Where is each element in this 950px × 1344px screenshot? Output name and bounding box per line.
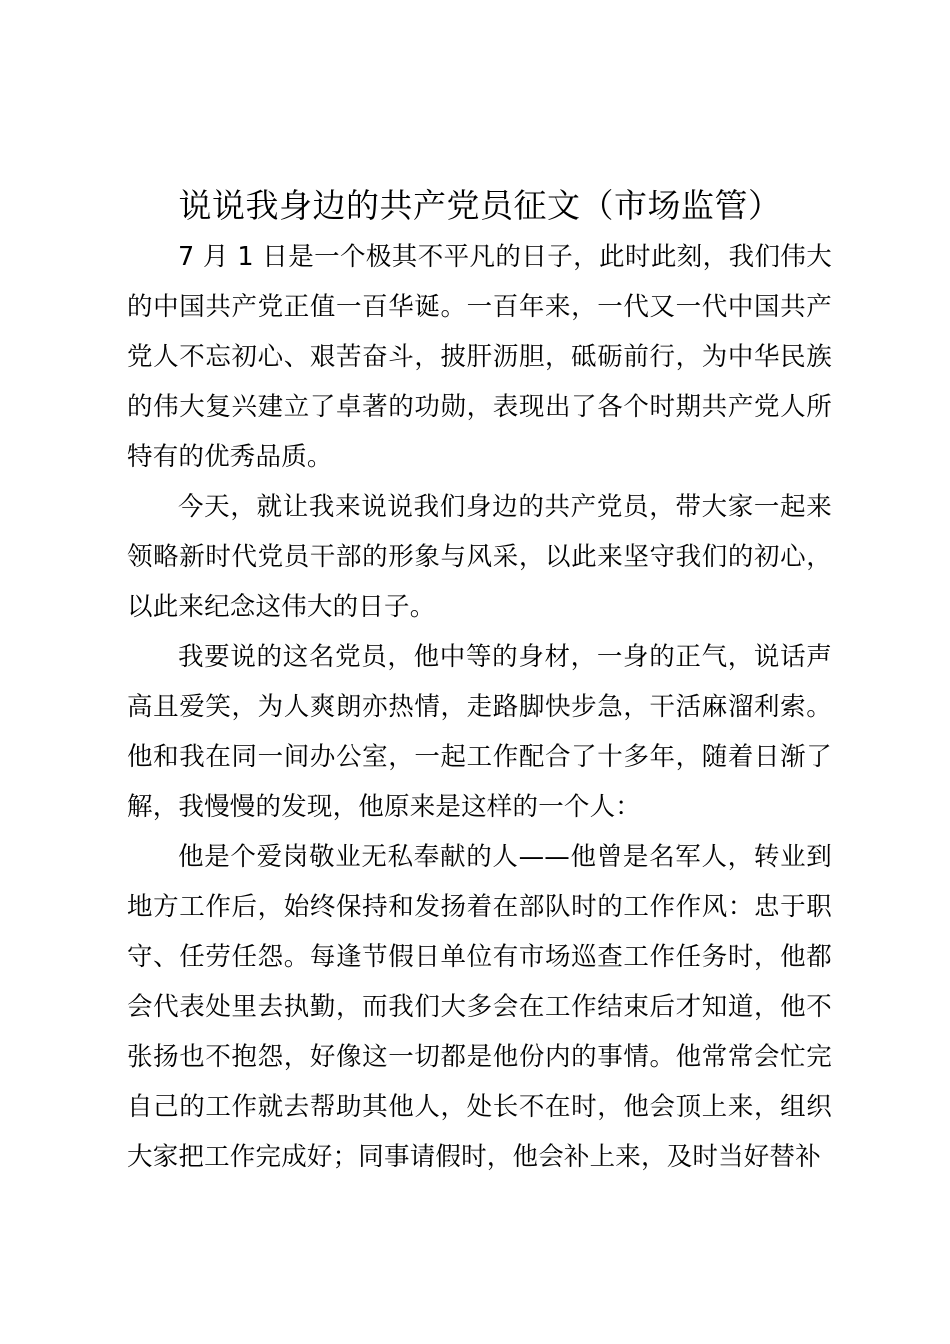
paragraph: 今天，就让我来说说我们身边的共产党员，带大家一起来领略新时代党员干部的形象与风采，以此来坚守我们的初心，以此来纪念这伟大的日子。 xyxy=(127,492,832,622)
paragraph: 他是个爱岗敬业无私奉献的人——他曾是名军人，转业到地方工作后，始终保持和发扬着在部队时的工作作风：忠于职守、任劳任怨。每逢节假日单位有市场巡查工作任务时，他都会代表处里去执勤，而我们大多会在工作结束后才知道，他不张扬也不抱怨，好像这一切都是他份内的事情。他常常会忙完自己的工作就去帮助其他人，处长不在时，他会顶上来，组织大家把工作完成好；同事请假时，他会补上来，及时当好替补 xyxy=(127,842,832,1172)
document-body xyxy=(127,232,832,1182)
paragraph: 我要说的这名党员，他中等的身材，一身的正气，说话声高且爱笑，为人爽朗亦热情，走路脚快步急，干活麻溜利索。他和我在同一间办公室，一起工作配合了十多年，随着日渐了解，我慢慢的发现，他原来是这样的一个人： xyxy=(127,642,832,822)
paragraph: 7 月 1 日是一个极其不平凡的日子，此时此刻，我们伟大的中国共产党正值一百华诞。一百年来，一代又一代中国共产党人不忘初心、艰苦奋斗，披肝沥胆，砥砺前行，为中华民族的伟大复兴建立了卓著的功勋，表现出了各个时期共产党人所特有的优秀品质。 xyxy=(127,242,832,472)
document-title: 说说我身边的共产党员征文（市场监管） xyxy=(178,186,782,225)
